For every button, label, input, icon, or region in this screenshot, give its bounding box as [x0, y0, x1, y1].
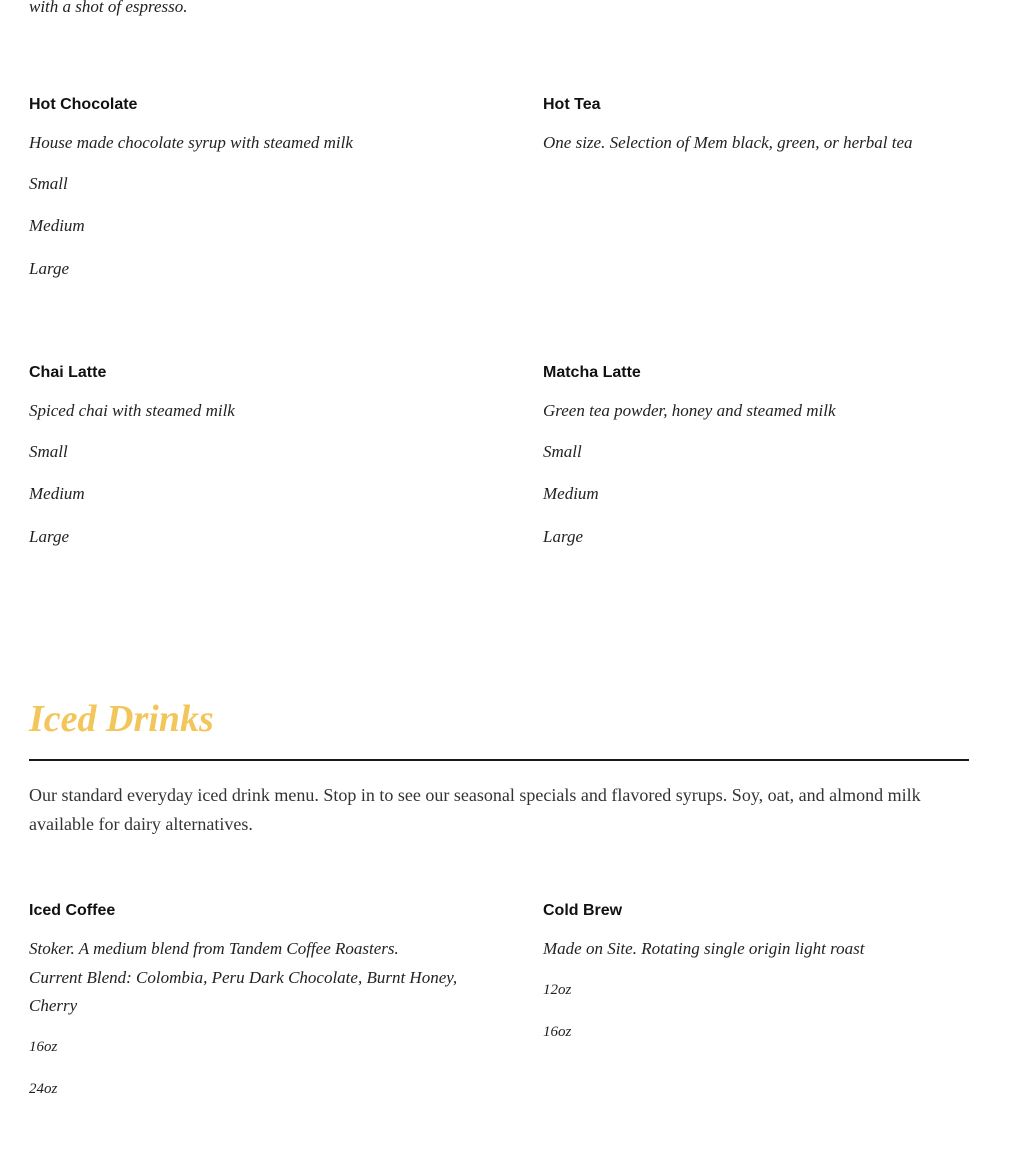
menu-item-description: House made chocolate syrup with steamed milk	[29, 133, 353, 152]
size-list	[543, 442, 983, 570]
size-option: Large	[543, 526, 583, 546]
size-option: Medium	[29, 484, 85, 503]
size-list	[29, 1037, 469, 1122]
section-description: Our standard everyday iced drink menu. Stop in to see our seasonal specials and flavored syrups. Soy, oat, and almond milk available for dairy alternatives.	[29, 785, 921, 834]
size-option: Medium	[543, 484, 599, 503]
menu-item-title: Iced Coffee	[29, 902, 116, 919]
menu-item-hot-chocolate	[29, 95, 469, 301]
description-line: Stoker. A medium blend from Tandem Coffee Roasters.	[29, 939, 399, 958]
size-option: 24oz	[29, 1081, 58, 1097]
size-option: 16oz	[543, 1024, 572, 1040]
section-divider	[29, 759, 969, 761]
menu-item-title: Chai Latte	[29, 364, 107, 381]
menu-item-cold-brew	[543, 901, 983, 1065]
menu-item-chai-latte	[29, 363, 469, 569]
size-list	[543, 980, 983, 1065]
size-option: Large	[29, 258, 69, 278]
menu-item-description: One size. Selection of Mem black, green, or herbal tea	[543, 133, 913, 152]
menu-item-description	[29, 935, 469, 1021]
menu-item-hot-tea	[543, 95, 983, 158]
menu-item-title: Hot Chocolate	[29, 96, 138, 113]
size-option: Large	[29, 526, 69, 546]
menu-item-title: Hot Tea	[543, 96, 601, 113]
menu-item-description: Made on Site. Rotating single origin light roast	[543, 939, 865, 958]
size-option: Medium	[29, 216, 85, 235]
section-title-iced-drinks: Iced Drinks	[29, 698, 214, 740]
menu-item-description: Spiced chai with steamed milk	[29, 401, 235, 420]
size-option: 12oz	[543, 981, 572, 998]
size-option: Small	[543, 441, 582, 461]
size-option: Small	[29, 441, 68, 461]
description-line: Current Blend: Colombia, Peru Dark Chocolate, Burnt Honey, Cherry	[29, 967, 458, 1015]
previous-item-description-fragment: with a shot of espresso.	[29, 0, 188, 16]
menu-item-matcha-latte	[543, 363, 983, 569]
menu-item-title: Matcha Latte	[543, 364, 641, 381]
size-list	[29, 174, 469, 302]
menu-item-title: Cold Brew	[543, 902, 623, 919]
size-list	[29, 442, 469, 570]
size-option: Small	[29, 173, 68, 193]
size-option: 16oz	[29, 1038, 58, 1055]
menu-item-description: Green tea powder, honey and steamed milk	[543, 401, 836, 420]
menu-item-iced-coffee	[29, 901, 469, 1122]
